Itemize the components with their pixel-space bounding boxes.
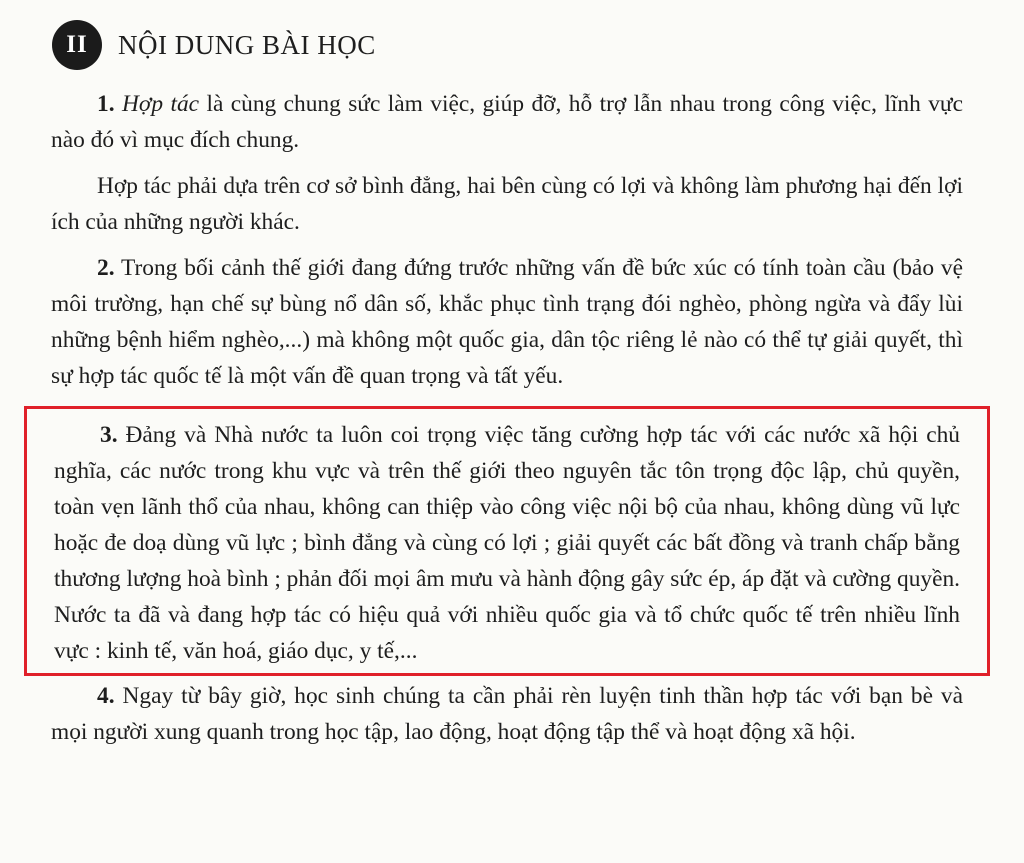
- paragraph-1-text: là cùng chung sức làm việc, giúp đỡ, hỗ trợ lẫn nhau trong công việc, lĩnh vực nào đó vì mục đích chung.: [51, 91, 963, 153]
- paragraph-4: [51, 678, 963, 750]
- paragraph-2-number: 2.: [97, 255, 115, 281]
- paragraph-4-number: 4.: [97, 683, 115, 709]
- lesson-content: [51, 86, 963, 750]
- paragraph-1-term: Hợp tác: [121, 91, 200, 117]
- section-number-badge: II: [52, 20, 102, 70]
- paragraph-3-number: 3.: [100, 422, 118, 448]
- section-heading: [52, 18, 376, 72]
- section-title: NỘI DUNG BÀI HỌC: [118, 29, 376, 60]
- paragraph-4-text: Ngay từ bây giờ, học sinh chúng ta cần phải rèn luyện tinh thần hợp tác với bạn bè và mọi người xung quanh trong học tập, lao động, hoạt động tập thể và hoạt động xã hội.: [51, 683, 963, 745]
- paragraph-2-text: Trong bối cảnh thế giới đang đứng trước những vấn đề bức xúc có tính toàn cầu (bảo vệ môi trường, hạn chế sự bùng nổ dân số, khắc phục tình trạng đói nghèo, phòng ngừa và đẩy lùi những bệnh hiểm nghèo,...) mà không một quốc gia, dân tộc riêng lẻ nào có thể tự giải quyết, thì sự hợp tác quốc tế là một vấn đề quan trọng và tất yếu.: [51, 255, 963, 389]
- paragraph-3: [54, 417, 960, 669]
- paragraph-1b-text: Hợp tác phải dựa trên cơ sở bình đẳng, hai bên cùng có lợi và không làm phương hại đến lợi ích của những người khác.: [51, 173, 963, 235]
- paragraph-1-number: 1.: [97, 91, 115, 117]
- paragraph-3-text: Đảng và Nhà nước ta luôn coi trọng việc tăng cường hợp tác với các nước xã hội chủ nghĩa, các nước trong khu vực và trên thế giới theo nguyên tắc tôn trọng độc lập, chủ quyền, toàn vẹn lãnh thổ của nhau, không can thiệp vào công việc nội bộ của nhau, không dùng vũ lực hoặc đe doạ dùng vũ lực ; bình đẳng và cùng có lợi ; giải quyết các bất đồng và tranh chấp bằng thương lượng hoà bình ; phản đối mọi âm mưu và hành động gây sức ép, áp đặt và cường quyền. Nước ta đã và đang hợp tác có hiệu quả với nhiều quốc gia và tổ chức quốc tế trên nhiều lĩnh vực : kinh tế, văn hoá, giáo dục, y tế,...: [54, 422, 961, 664]
- paragraph-1: [51, 86, 963, 158]
- paragraph-1b: [51, 168, 963, 240]
- paragraph-2: [51, 250, 963, 394]
- highlight-box: [24, 406, 990, 676]
